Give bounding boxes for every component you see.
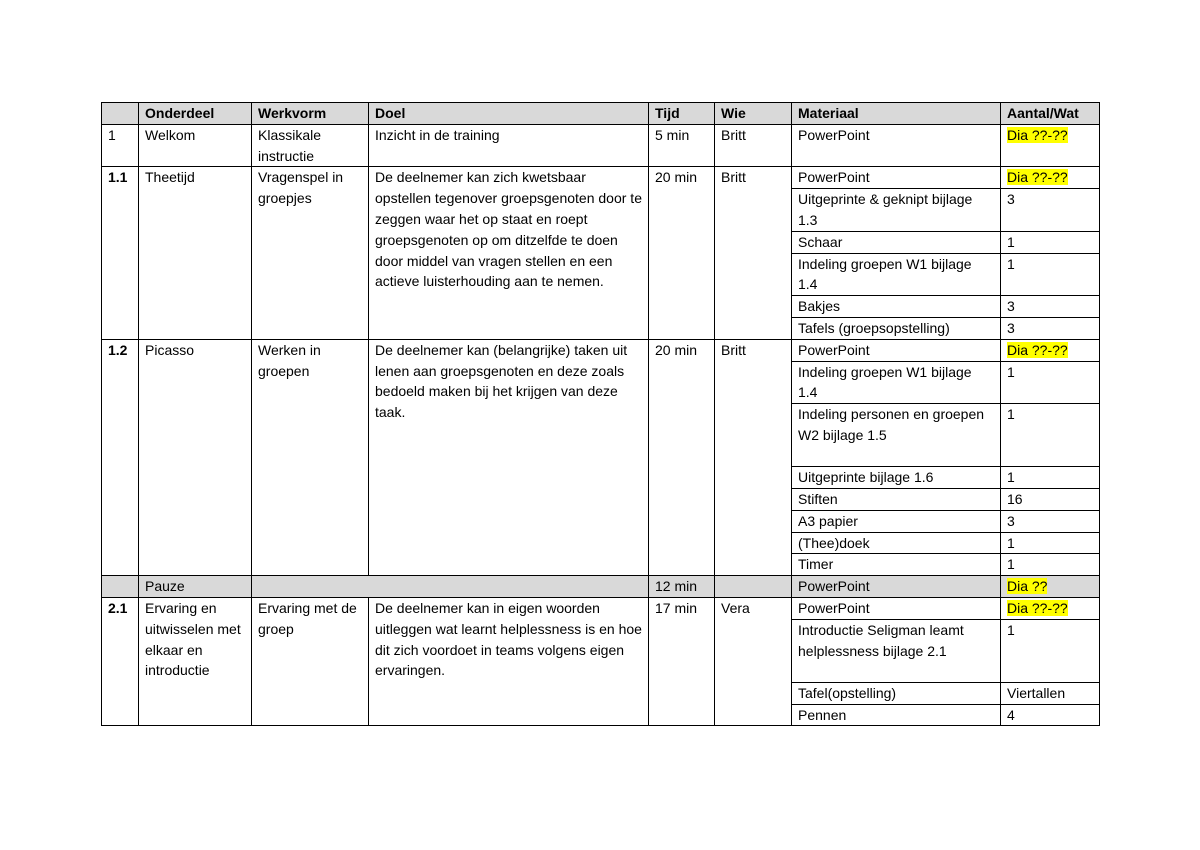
aantal-cell: 1 bbox=[1001, 619, 1100, 682]
doel-cell: De deelnemer kan in eigen woorden uitleggen wat learnt helplessness is en hoe dit zich voordoet in teams volgens eigen ervaringen. bbox=[369, 597, 649, 725]
row-number: 1.1 bbox=[102, 167, 139, 339]
table-row bbox=[102, 167, 1100, 189]
materiaal-cell: Uitgeprinte bijlage 1.6 bbox=[792, 467, 1001, 489]
tijd-cell: 17 min bbox=[649, 597, 715, 725]
empty-cell bbox=[252, 576, 649, 598]
aantal-cell bbox=[1001, 597, 1100, 619]
aantal-cell bbox=[1001, 124, 1100, 167]
onderdeel-cell: Welkom bbox=[139, 124, 252, 167]
materiaal-cell: PowerPoint bbox=[792, 597, 1001, 619]
materiaal-cell: PowerPoint bbox=[792, 124, 1001, 167]
aantal-cell: 16 bbox=[1001, 488, 1100, 510]
header-cell-nr bbox=[102, 103, 139, 125]
onderdeel-cell: Theetijd bbox=[139, 167, 252, 339]
aantal-cell: 3 bbox=[1001, 317, 1100, 339]
tijd-cell: 12 min bbox=[649, 576, 715, 598]
materiaal-cell: Tafels (groepsopstelling) bbox=[792, 317, 1001, 339]
header-cell-onderdeel: Onderdeel bbox=[139, 103, 252, 125]
materiaal-cell: (Thee)doek bbox=[792, 532, 1001, 554]
wie-cell bbox=[715, 576, 792, 598]
highlighted-amount: Dia ?? bbox=[1007, 578, 1048, 595]
aantal-cell: Viertallen bbox=[1001, 682, 1100, 704]
doel-cell: Inzicht in de training bbox=[369, 124, 649, 167]
aantal-cell: 3 bbox=[1001, 189, 1100, 232]
materiaal-cell: Uitgeprinte & geknipt bijlage 1.3 bbox=[792, 189, 1001, 232]
aantal-cell: 1 bbox=[1001, 253, 1100, 296]
highlighted-amount: Dia ??-?? bbox=[1007, 169, 1068, 186]
werkvorm-cell: Ervaring met de groep bbox=[252, 597, 369, 725]
wie-cell: Britt bbox=[715, 167, 792, 339]
aantal-cell: 3 bbox=[1001, 510, 1100, 532]
aantal-cell bbox=[1001, 339, 1100, 361]
row-number: 1 bbox=[102, 124, 139, 167]
materiaal-cell: Bakjes bbox=[792, 296, 1001, 318]
materiaal-cell: A3 papier bbox=[792, 510, 1001, 532]
table-row bbox=[102, 339, 1100, 361]
header-cell-werkvorm: Werkvorm bbox=[252, 103, 369, 125]
highlighted-amount: Dia ??-?? bbox=[1007, 126, 1068, 143]
header-row bbox=[102, 103, 1100, 125]
row-number bbox=[102, 576, 139, 598]
aantal-cell: 1 bbox=[1001, 532, 1100, 554]
werkvorm-cell: Werken in groepen bbox=[252, 339, 369, 575]
aantal-cell bbox=[1001, 167, 1100, 189]
highlighted-amount: Dia ??-?? bbox=[1007, 341, 1068, 358]
materiaal-cell: Tafel(opstelling) bbox=[792, 682, 1001, 704]
onderdeel-cell: Ervaring en uitwisselen met elkaar en introductie bbox=[139, 597, 252, 725]
materiaal-cell: Schaar bbox=[792, 231, 1001, 253]
materiaal-cell: PowerPoint bbox=[792, 339, 1001, 361]
header-cell-aantal: Aantal/Wat bbox=[1001, 103, 1100, 125]
materiaal-cell: Stiften bbox=[792, 488, 1001, 510]
tijd-cell: 20 min bbox=[649, 167, 715, 339]
row-number: 1.2 bbox=[102, 339, 139, 575]
aantal-cell: 1 bbox=[1001, 231, 1100, 253]
aantal-cell: 1 bbox=[1001, 554, 1100, 576]
aantal-cell: 1 bbox=[1001, 467, 1100, 489]
wie-cell: Britt bbox=[715, 339, 792, 575]
highlighted-amount: Dia ??-?? bbox=[1007, 599, 1068, 616]
pause-row bbox=[102, 576, 1100, 598]
aantal-cell: 1 bbox=[1001, 361, 1100, 404]
wie-cell: Britt bbox=[715, 124, 792, 167]
aantal-cell: 1 bbox=[1001, 404, 1100, 467]
materiaal-cell: PowerPoint bbox=[792, 167, 1001, 189]
aantal-cell: 4 bbox=[1001, 704, 1100, 726]
row-number: 2.1 bbox=[102, 597, 139, 725]
onderdeel-cell: Picasso bbox=[139, 339, 252, 575]
header-cell-doel: Doel bbox=[369, 103, 649, 125]
aantal-cell bbox=[1001, 576, 1100, 598]
materiaal-cell: Indeling personen en groepen W2 bijlage 1.5 bbox=[792, 404, 1001, 467]
aantal-cell: 3 bbox=[1001, 296, 1100, 318]
wie-cell: Vera bbox=[715, 597, 792, 725]
lesson-plan-table bbox=[101, 102, 1100, 726]
materiaal-cell: Timer bbox=[792, 554, 1001, 576]
materiaal-cell: Pennen bbox=[792, 704, 1001, 726]
table-row bbox=[102, 124, 1100, 167]
header-cell-materiaal: Materiaal bbox=[792, 103, 1001, 125]
materiaal-cell: Indeling groepen W1 bijlage 1.4 bbox=[792, 361, 1001, 404]
werkvorm-cell: Klassikale instructie bbox=[252, 124, 369, 167]
materiaal-cell: PowerPoint bbox=[792, 576, 1001, 598]
materiaal-cell: Indeling groepen W1 bijlage 1.4 bbox=[792, 253, 1001, 296]
doel-cell: De deelnemer kan (belangrijke) taken uit lenen aan groepsgenoten en deze zoals bedoeld maken bij het krijgen van deze taak. bbox=[369, 339, 649, 575]
doel-cell: De deelnemer kan zich kwetsbaar opstellen tegenover groepsgenoten door te zeggen waar het op staat en roept groepsgenoten op om ditzelfde te doen door middel van vragen stellen en een actieve luisterhouding aan te nemen. bbox=[369, 167, 649, 339]
materiaal-cell: Introductie Seligman leamt helplessness bijlage 2.1 bbox=[792, 619, 1001, 682]
table-row bbox=[102, 597, 1100, 619]
header-cell-tijd: Tijd bbox=[649, 103, 715, 125]
werkvorm-cell: Vragenspel in groepjes bbox=[252, 167, 369, 339]
onderdeel-cell: Pauze bbox=[139, 576, 252, 598]
tijd-cell: 20 min bbox=[649, 339, 715, 575]
tijd-cell: 5 min bbox=[649, 124, 715, 167]
header-cell-wie: Wie bbox=[715, 103, 792, 125]
